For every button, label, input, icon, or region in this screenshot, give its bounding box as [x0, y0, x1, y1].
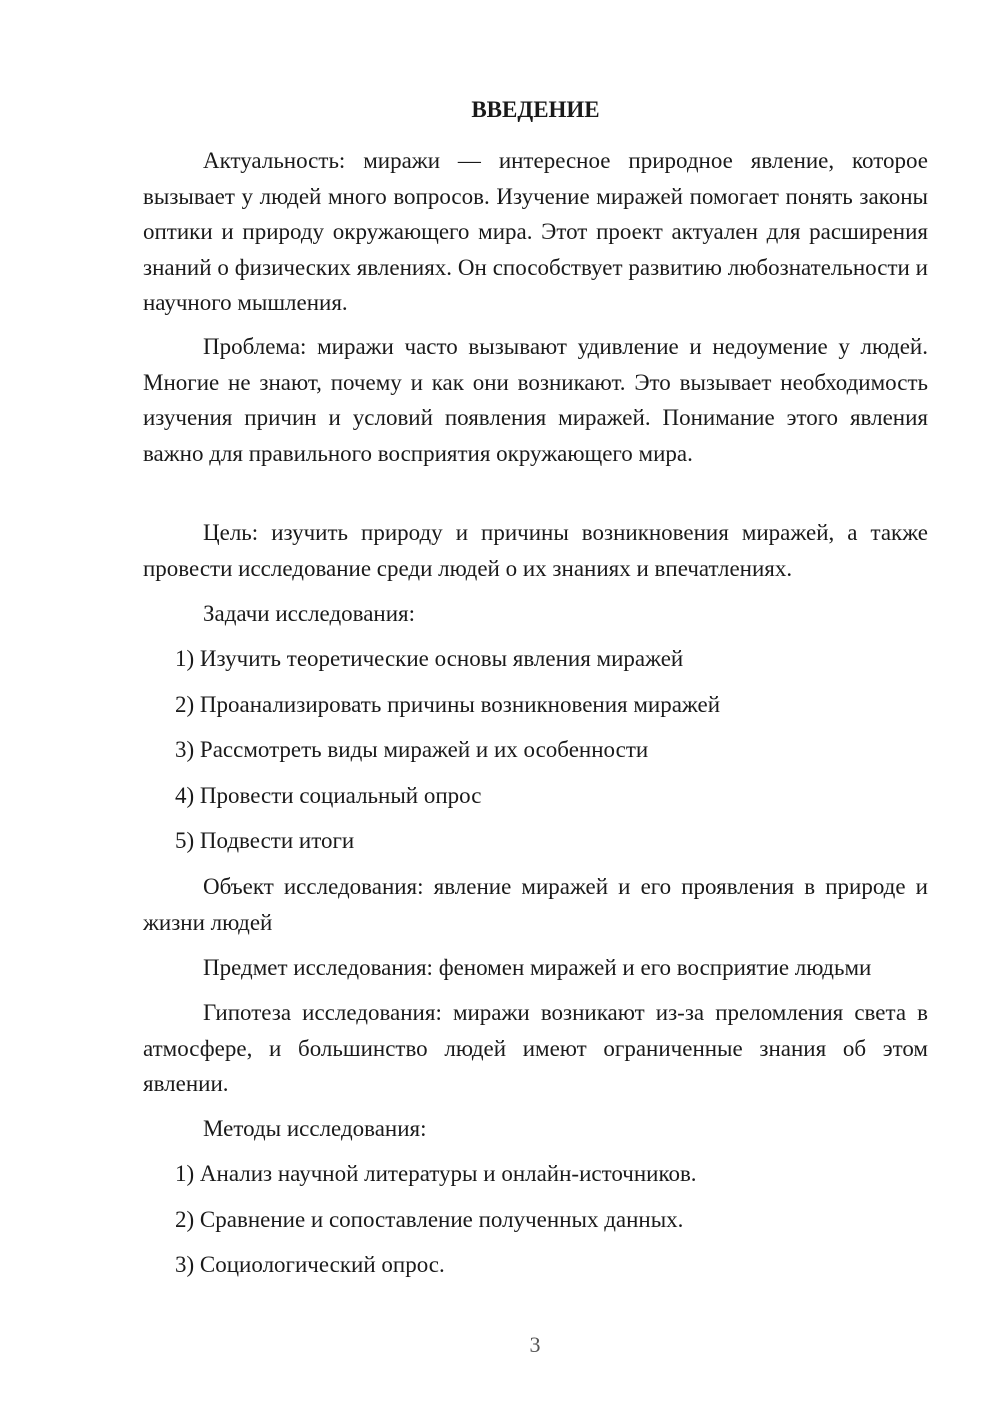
tasks-heading: Задачи исследования: — [203, 601, 416, 626]
method-item: 3) Социологический опрос. — [175, 1252, 445, 1277]
paragraph-object: Объект исследования: явление миражей и его проявления в природе и жизни людей — [143, 874, 928, 935]
page-number: 3 — [529, 1332, 541, 1357]
paragraph-subject: Предмет исследования: феномен миражей и его восприятие людьми — [203, 955, 872, 980]
method-item: 2) Сравнение и сопоставление полученных данных. — [175, 1207, 684, 1232]
section-title: ВВЕДЕНИЕ — [471, 97, 600, 122]
task-item: 2) Проанализировать причины возникновения миражей — [175, 692, 721, 717]
task-item: 4) Провести социальный опрос — [175, 783, 482, 808]
task-item: 3) Рассмотреть виды миражей и их особенности — [175, 737, 649, 762]
task-item: 5) Подвести итоги — [175, 828, 355, 853]
paragraph-actuality: Актуальность: миражи — интересное природное явление, которое вызывает у людей много вопросов. Изучение миражей помогает понять законы оптики и природу окружающего мира. Этот проект актуален для расширения знаний о физических явлениях. Он способствует развитию любознательности и научного мышления. — [143, 148, 928, 315]
methods-heading: Методы исследования: — [203, 1116, 427, 1141]
paragraph-hypothesis: Гипотеза исследования: миражи возникают из-за преломления света в атмосфере, и большинство людей имеют ограниченные знания об этом явлении. — [143, 1000, 928, 1096]
method-item: 1) Анализ научной литературы и онлайн-источников. — [175, 1161, 697, 1186]
paragraph-goal: Цель: изучить природу и причины возникновения миражей, а также провести исследование среди людей о их знаниях и впечатлениях. — [143, 520, 928, 581]
paragraph-problem: Проблема: миражи часто вызывают удивление и недоумение у людей. Многие не знают, почему и как они возникают. Это вызывает необходимость изучения причин и условий появления миражей. Понимание этого явления важно для правильного восприятия окружающего мира. — [143, 334, 928, 466]
task-item: 1) Изучить теоретические основы явления миражей — [175, 646, 684, 671]
